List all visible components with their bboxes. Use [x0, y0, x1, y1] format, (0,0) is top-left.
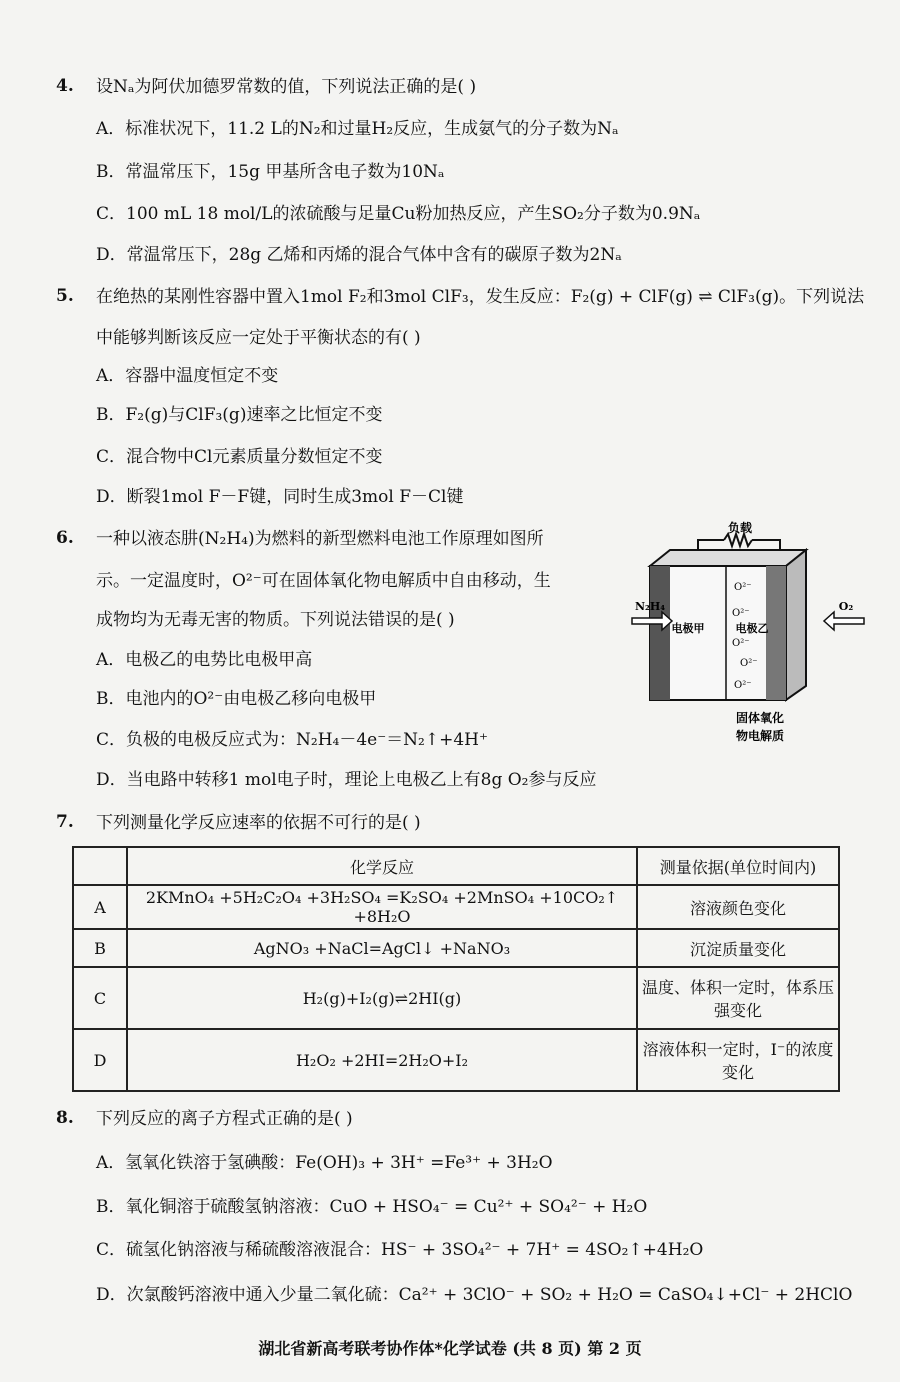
question-5-number: 5. — [56, 286, 74, 306]
o2-arrow-icon — [824, 612, 864, 630]
table-row — [73, 1029, 839, 1091]
page-footer: 湖北省新高考联考协作体*化学试卷 (共 8 页) 第 2 页 — [258, 1339, 642, 1358]
resistor-icon — [724, 534, 752, 546]
row-label: B — [73, 929, 127, 967]
question-5-stem-line-1: 在绝热的某刚性容器中置入1mol F₂和3mol ClF₃，发生反应：F₂(g) + ClF(g) ⇌ ClF₃(g)。下列说法 — [96, 287, 865, 307]
question-4-option-a: A．标准状况下，11.2 L的N₂和过量H₂反应，生成氨气的分子数为Nₐ — [96, 119, 619, 139]
question-6-stem-line-1: 一种以液态肼(N₂H₄)为燃料的新型燃料电池工作原理如图所 — [96, 529, 544, 549]
question-8-option-d: D．次氯酸钙溶液中通入少量二氧化硫：Ca²⁺ + 3ClO⁻ + SO₂ + H₂O = CaSO₄↓+Cl⁻ + 2HClO — [96, 1285, 853, 1305]
question-4-stem: 设Nₐ为阿伏加德罗常数的值，下列说法正确的是( ) — [96, 77, 477, 97]
row-basis: 溶液颜色变化 — [637, 885, 839, 929]
question-5-option-a: A．容器中温度恒定不变 — [96, 366, 279, 386]
n2h4-input-label: N₂H₄ — [634, 600, 666, 613]
question-8-option-a: A．氢氧化铁溶于氢碘酸：Fe(OH)₃ + 3H⁺ =Fe³⁺ + 3H₂O — [96, 1153, 553, 1173]
question-4-option-d: D．常温常压下，28g 乙烯和丙烯的混合气体中含有的碳原子数为2Nₐ — [96, 245, 622, 265]
table-row — [73, 885, 839, 929]
electrode-a-label: 电极甲 — [671, 622, 705, 635]
table-header-blank — [73, 847, 127, 885]
question-6-option-c: C．负极的电极反应式为：N₂H₄－4e⁻＝N₂↑+4H⁺ — [96, 730, 488, 750]
question-6-option-d: D．当电路中转移1 mol电子时，理论上电极乙上有8g O₂参与反应 — [96, 770, 597, 790]
row-basis: 沉淀质量变化 — [637, 929, 839, 967]
oxide-ion-label: O²⁻ — [734, 680, 752, 691]
table-row — [73, 929, 839, 967]
question-8-option-c: C．硫氢化钠溶液与稀硫酸溶液混合：HS⁻ + 3SO₄²⁻ + 7H⁺ = 4SO₂↑+4H₂O — [96, 1240, 704, 1260]
question-6-option-a: A．电极乙的电势比电极甲高 — [96, 650, 313, 670]
question-5-stem-line-2: 中能够判断该反应一定处于平衡状态的有( ) — [96, 328, 421, 348]
oxide-ion-label: O²⁻ — [734, 582, 752, 593]
question-5-option-b: B．F₂(g)与ClF₃(g)速率之比恒定不变 — [96, 405, 383, 425]
cell-side — [786, 550, 806, 700]
row-basis: 溶液体积一定时，I⁻的浓度变化 — [637, 1029, 839, 1091]
electrode-b-plate — [766, 566, 786, 700]
question-6-option-b: B．电池内的O²⁻由电极乙移向电极甲 — [96, 689, 377, 709]
question-7-number: 7. — [56, 812, 74, 832]
question-8-option-b: B．氧化铜溶于硫酸氢钠溶液：CuO + HSO₄⁻ = Cu²⁺ + SO₄²⁻ + H₂O — [96, 1197, 648, 1217]
electrolyte-caption-line-2: 物电解质 — [735, 729, 785, 743]
question-5-option-d: D．断裂1mol F－F键，同时生成3mol F－Cl键 — [96, 487, 464, 507]
question-4-option-b: B．常温常压下，15g 甲基所含电子数为10Nₐ — [96, 162, 445, 182]
question-8-stem: 下列反应的离子方程式正确的是( ) — [96, 1109, 353, 1129]
load-label: 负载 — [727, 521, 753, 535]
question-6-number: 6. — [56, 528, 74, 548]
row-label: D — [73, 1029, 127, 1091]
row-basis: 温度、体积一定时，体系压强变化 — [637, 967, 839, 1029]
oxide-ion-label: O²⁻ — [740, 658, 758, 669]
table-header-row — [73, 847, 839, 885]
row-label: C — [73, 967, 127, 1029]
reaction-rate-table — [72, 846, 840, 1092]
question-4-number: 4. — [56, 76, 74, 96]
question-6-stem-line-2: 示。一定温度时，O²⁻可在固体氧化物电解质中自由移动，生 — [96, 571, 551, 591]
electrolyte-caption-line-1: 固体氧化 — [735, 711, 785, 725]
fuel-cell-diagram — [628, 518, 878, 746]
question-6-stem-line-3: 成物均为无毒无害的物质。下列说法错误的是( ) — [96, 610, 455, 630]
oxide-ion-label: O²⁻ — [732, 608, 750, 619]
row-reaction: H₂O₂ +2HI=2H₂O+I₂ — [127, 1029, 637, 1091]
question-8-number: 8. — [56, 1108, 74, 1128]
table-header-reaction: 化学反应 — [127, 847, 637, 885]
electrode-a-plate — [650, 566, 670, 700]
electrode-b-label: 电极乙 — [735, 622, 769, 635]
oxide-ion-label: O²⁻ — [732, 638, 750, 649]
cell-top — [650, 550, 806, 566]
question-5-option-c: C．混合物中Cl元素质量分数恒定不变 — [96, 447, 383, 467]
row-reaction: AgNO₃ +NaCl=AgCl↓ +NaNO₃ — [127, 929, 637, 967]
row-reaction: H₂(g)+I₂(g)⇌2HI(g) — [127, 967, 637, 1029]
table-header-basis: 测量依据(单位时间内) — [637, 847, 839, 885]
table-row — [73, 967, 839, 1029]
row-label: A — [73, 885, 127, 929]
question-7-stem: 下列测量化学反应速率的依据不可行的是( ) — [96, 813, 421, 833]
o2-input-label: O₂ — [838, 600, 854, 613]
row-reaction: 2KMnO₄ +5H₂C₂O₄ +3H₂SO₄ =K₂SO₄ +2MnSO₄ +10CO₂↑ +8H₂O — [127, 885, 637, 929]
question-4-option-c: C．100 mL 18 mol/L的浓硫酸与足量Cu粉加热反应，产生SO₂分子数为0.9Nₐ — [96, 204, 701, 224]
